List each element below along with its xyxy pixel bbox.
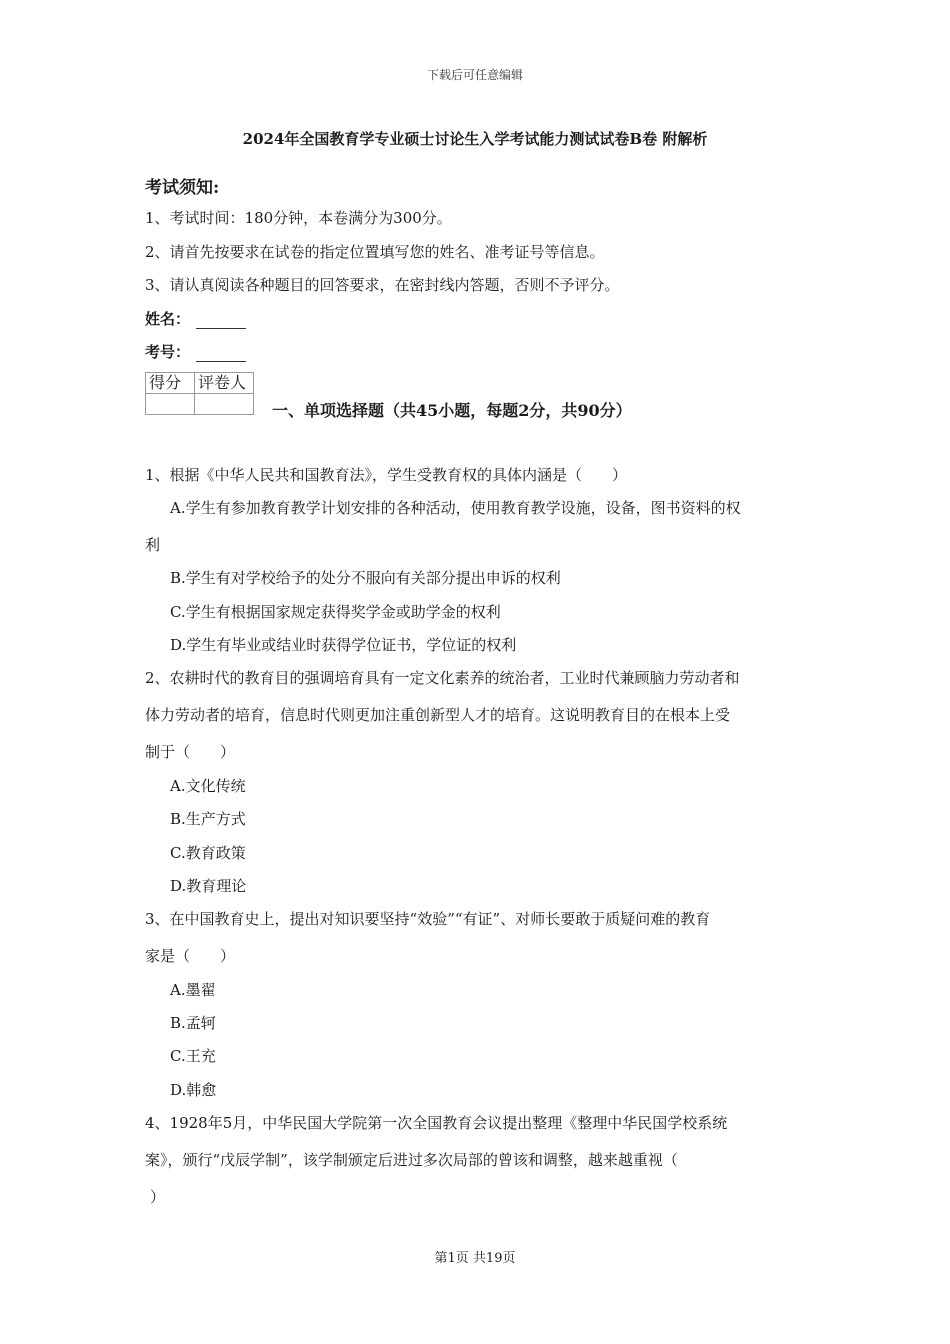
question-stem: 3、在中国教育史上，提出对知识要坚持“效验”“有证”、对师长要敢于质疑问难的教育 — [145, 910, 711, 928]
question-stem: 案》，颁行“戊辰学制”，该学制颁定后进过多次局部的曾该和调整，越来越重视（ — [145, 1151, 678, 1169]
id-blank[interactable] — [196, 347, 246, 362]
id-field — [145, 341, 246, 362]
notice-item: 3、请认真阅读各种题目的回答要求，在密封线内答题，否则不予评分。 — [145, 276, 620, 294]
question-option: B.生产方式 — [170, 810, 246, 828]
question-stem: 4、1928年5月，中华民国大学院第一次全国教育会议提出整理《整理中华民国学校系统 — [145, 1114, 728, 1132]
question-stem: 家是（ ） — [145, 947, 236, 965]
question-stem: 制于（ ） — [145, 743, 236, 761]
name-label: 姓名： — [145, 310, 191, 328]
question-option: D.学生有毕业或结业时获得学位证书，学位证的权利 — [170, 636, 517, 654]
name-field — [145, 308, 246, 329]
grader-cell[interactable] — [195, 394, 254, 415]
question-option-continuation: 利 — [145, 536, 161, 554]
document-title: 2024年全国教育学专业硕士讨论生入学考试能力测试试卷B卷 附解析 — [242, 130, 708, 148]
name-blank[interactable] — [196, 314, 246, 329]
question-stem: 2、农耕时代的教育目的强调培育具有一定文化素养的统治者，工业时代兼顾脑力劳动者和 — [145, 669, 740, 687]
question-option: D.教育理论 — [170, 877, 247, 895]
question-option: D.韩愈 — [170, 1081, 217, 1099]
score-cell[interactable] — [146, 394, 195, 415]
page-footer: 第1页 共19页 — [434, 1251, 516, 1266]
question-stem: 体力劳动者的培育，信息时代则更加注重创新型人才的培育。这说明教育目的在根本上受 — [145, 706, 731, 724]
question-option: C.教育政策 — [170, 844, 246, 862]
question-stem: ） — [150, 1188, 166, 1206]
notice-item: 2、请首先按要求在试卷的指定位置填写您的姓名、准考证号等信息。 — [145, 243, 605, 261]
question-option: A.墨翟 — [170, 981, 216, 999]
question-option: B.学生有对学校给予的处分不服向有关部分提出申诉的权利 — [170, 569, 561, 587]
question-option: C.学生有根据国家规定获得奖学金或助学金的权利 — [170, 603, 501, 621]
question-option: A.文化传统 — [170, 777, 246, 795]
notice-heading: 考试须知: — [145, 178, 220, 198]
question-option: C.王充 — [170, 1047, 216, 1065]
notice-item: 1、考试时间：180分钟，本卷满分为300分。 — [145, 209, 452, 227]
grader-header: 评卷人 — [195, 373, 254, 394]
question-stem: 1、根据《中华人民共和国教育法》，学生受教育权的具体内涵是（ ） — [145, 466, 628, 484]
score-header: 得分 — [146, 373, 195, 394]
id-label: 考号： — [145, 343, 191, 361]
question-option: A.学生有参加教育教学计划安排的各种活动，使用教育教学设施，设备，图书资料的权 — [170, 499, 741, 517]
question-option: B.孟轲 — [170, 1014, 216, 1032]
section-title: 一、单项选择题（共45小题，每题2分，共90分） — [272, 401, 632, 420]
header-note: 下载后可任意编辑 — [426, 68, 523, 82]
score-table — [145, 372, 254, 415]
